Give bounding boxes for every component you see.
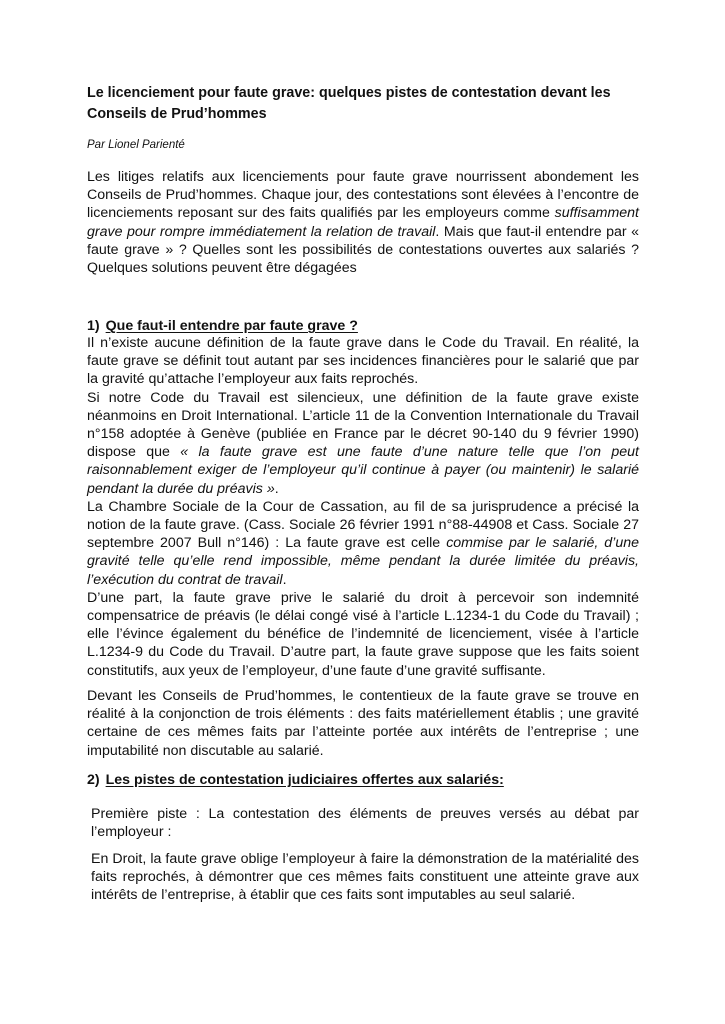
section-1-paragraph-4: D’une part, la faute grave prive le salarié du droit à percevoir son indemnité compensatrice de préavis (le délai congé visé à l’article L.1234-1 du Code du Travail) ; elle l’évince également du bénéfice de l’indemnité de licenciement, visée à l’article L.1234-9 du Code du Travail. D’autre part, la faute grave suppose que les faits soient constitutifs, aux yeux de l’employeur, d’une faute d’une gravité suffisante. (87, 589, 639, 679)
section-1-paragraph-3 (87, 498, 639, 589)
intro-emphasis: suffisamment grave pour rompre immédiatement la relation de travail (87, 205, 639, 240)
section-2-paragraph-1: Première piste : La contestation des éléments de preuves versés au débat par l’employeur : (91, 806, 639, 841)
section-1-paragraph-1: Il n’existe aucune définition de la faute grave dans le Code du Travail. En réalité, la faute grave se définit tout autant par ses incidences financières pour le salarié que par la gravité qu’attache l’employeur aux faits reprochés. (87, 335, 639, 388)
author-line: Par Lionel Parienté (87, 139, 185, 151)
section-2-heading (87, 771, 504, 789)
section-2-title: Les pistes de contestation judiciaires offertes aux salariés: (105, 772, 504, 788)
section-2-paragraph-1-wrapper (91, 805, 639, 841)
section-1-paragraph-2-text: Si notre Code du Travail est silencieux, une définition de la faute grave existe néanmoins en Droit International. L’article 11 de la Convention Internationale du Travail n°158 adoptée à Genève (publiée en France par le décret 90-140 du 9 février 1990) dispose que (87, 389, 639, 461)
section-1-heading (87, 317, 358, 335)
section-2-paragraph-2-wrapper (91, 850, 639, 905)
section-1-paragraph-2-end: . (274, 480, 279, 497)
section-1-title: Que faut-il entendre par faute grave ? (105, 318, 358, 334)
section-2-number: 2) (87, 772, 100, 788)
section-1-number: 1) (87, 318, 100, 334)
convention-quote: « la faute grave est une faute d’une nature telle que l’on peut raisonnablement exiger de l’employeur qu’il continue à payer (ou maintenir) le salarié pendant la durée du préavis » (87, 444, 639, 497)
section-2-paragraph-2: En Droit, la faute grave oblige l’employeur à faire la démonstration de la matérialité des faits reprochés, à démontrer que ces mêmes faits constituent une atteinte grave aux intérêts de l’entreprise, à établir que ces faits sont imputables au seul salarié. (91, 851, 639, 904)
section-1-paragraph-3-text: La Chambre Sociale de la Cour de Cassation, au fil de sa jurisprudence a précisé la notion de la faute grave. (Cass. Sociale 26 février 1991 n°88-44908 et Cass. Sociale 27 septembre 2007 Bull n°146) : La faute grave est celle (87, 498, 639, 552)
intro-paragraph (87, 168, 639, 277)
section-1-paragraph-5: Devant les Conseils de Prud’hommes, le contentieux de la faute grave se trouve en réalité à la conjonction de trois éléments : des faits matériellement établis ; une gravité certaine de ces mêmes faits par l’atteinte portée aux intérêts de l’entreprise ; une imputabilité non discutable au salarié. (87, 688, 639, 759)
section-1-body (87, 334, 639, 680)
document-title: Le licenciement pour faute grave: quelques pistes de contestation devant les Conseils de Prud’hommes (87, 85, 611, 122)
intro-text-end: . Mais que faut-il entendre par « faute grave » ? Quelles sont les possibilités de contestations ouvertes aux salariés ? Quelques solutions peuvent être dégagées (87, 223, 639, 277)
section-1-paragraph-3-end: . (282, 571, 287, 588)
intro-text: Les litiges relatifs aux licenciements pour faute grave nourrissent abondement les Conseils de Prud’hommes. Chaque jour, des contestations sont élevées à l’encontre de licenciements reposant sur des faits qualifiés par les employeurs comme (87, 169, 639, 222)
section-1-paragraph-5-wrapper (87, 687, 639, 760)
cassation-quote: commise par le salarié, d’une gravité telle qu’elle rend impossible, même pendant la durée limitée du préavis, l’exécution du contrat de travail (87, 535, 640, 588)
section-1-paragraph-2 (87, 389, 639, 498)
